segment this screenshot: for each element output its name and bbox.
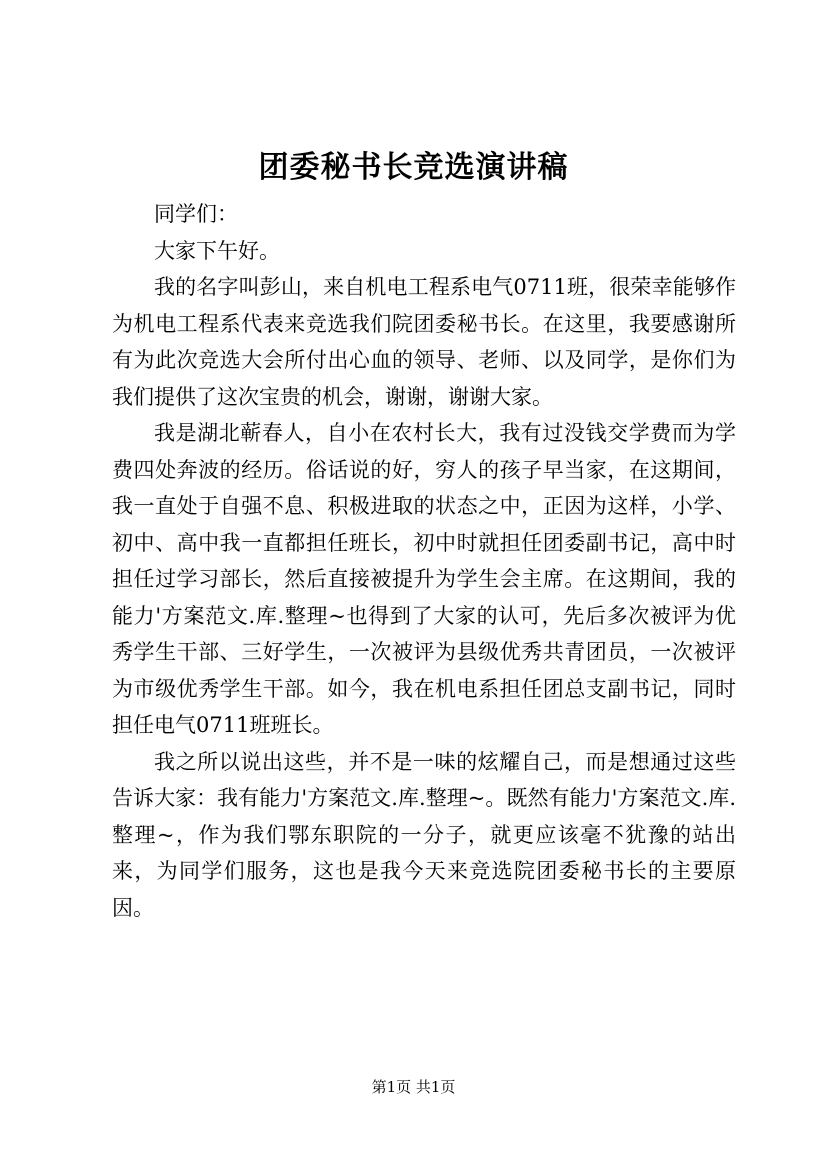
document-body — [112, 196, 736, 926]
paragraph-salutation: 大家下午好。 — [154, 238, 280, 263]
paragraph-background: 我是湖北蕲春人，自小在农村长大，我有过没钱交学费而为学费四处奔波的经历。俗话说的好，穷人的孩子早当家，在这期间，我一直处于自强不息、积极进取的状态之中，正因为这样，小学、初中、高中我一直都担任班长，初中时就担任团委副书记，高中时担任过学习部长，然后直接被提升为学生会主席。在这期间，我的能力'方案范文.库.整理~也得到了大家的认可，先后多次被评为优秀学生干部、三好学生，一次被评为县级优秀共青团员，一次被评为市级优秀学生干部。如今，我在机电系担任团总支副书记，同时担任电气0711班班长。 — [112, 421, 736, 737]
paragraph-greeting: 同学们： — [154, 202, 238, 226]
paragraph-reason: 我之所以说出这些，并不是一味的炫耀自己，而是想通过这些告诉大家：我有能力'方案范文.库.整理~。既然有能力'方案范文.库.整理~，作为我们鄂东职院的一分子，就更应该毫不犹豫的站出来，为同学们服务，这也是我今天来竞选院团委秘书长的主要原因。 — [112, 749, 736, 920]
page-footer: 第1页 共1页 — [371, 1078, 456, 1096]
paragraph-introduction: 我的名字叫彭山，来自机电工程系电气0711班，很荣幸能够作为机电工程系代表来竞选我们院团委秘书长。在这里，我要感谢所有为此次竞选大会所付出心血的领导、老师、以及同学，是你们为我们提供了这次宝贵的机会，谢谢，谢谢大家。 — [112, 275, 736, 409]
document-title: 团委秘书长竞选演讲稿 — [258, 150, 569, 185]
